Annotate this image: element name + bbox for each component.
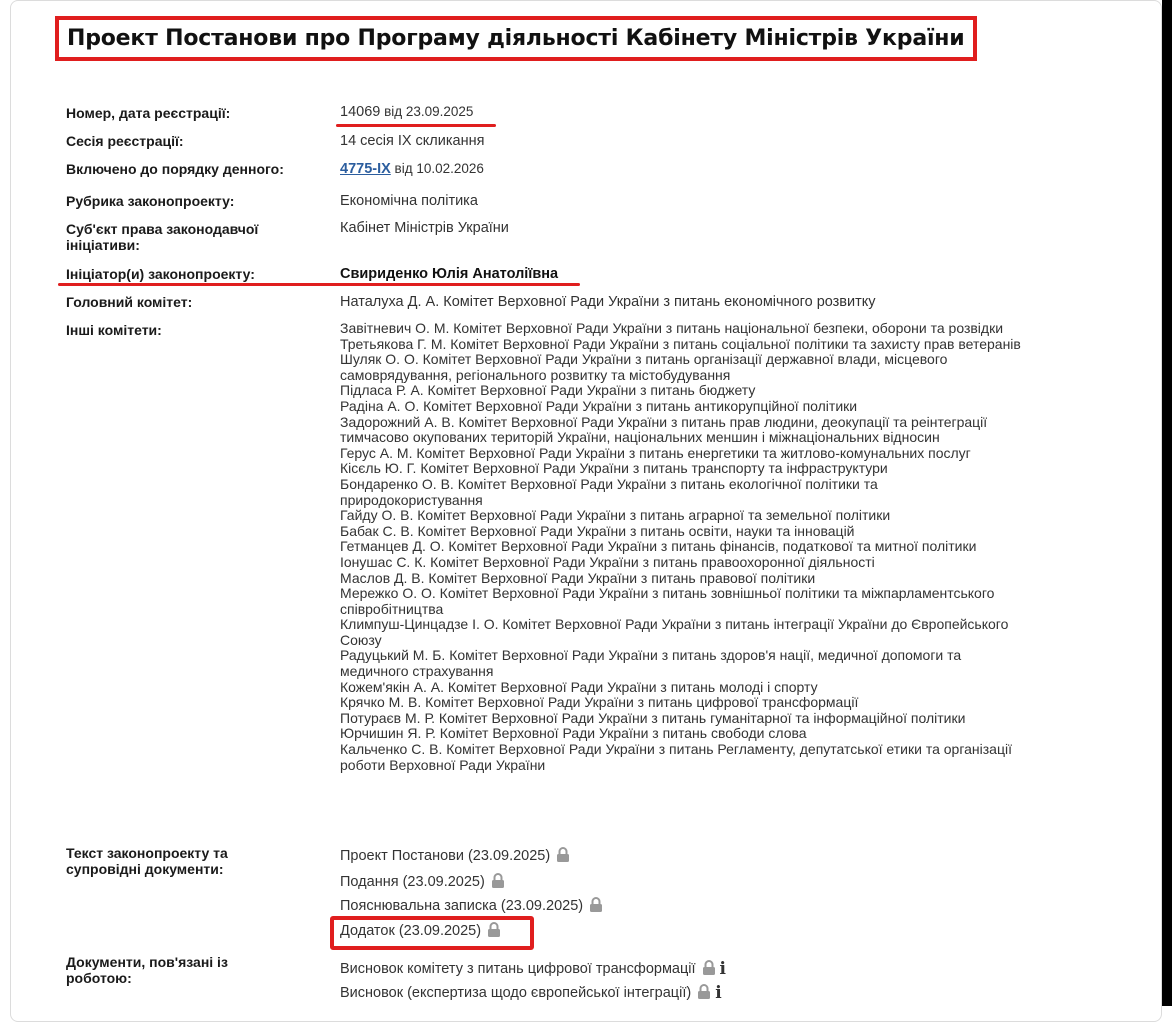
committee-line: Бабак С. В. Комітет Верховної Ради України з питань освіти, науки та інновацій bbox=[340, 522, 855, 539]
committee-line: Потураєв М. Р. Комітет Верховної Ради України з питань гуманітарної та інформаційної політики bbox=[340, 709, 966, 726]
lock-icon bbox=[491, 873, 505, 892]
committee-line: медичного страхування bbox=[340, 663, 494, 680]
info-icon[interactable]: i bbox=[715, 983, 722, 1003]
agenda-date: від 10.02.2026 bbox=[390, 161, 484, 176]
related-label: Документи, пов'язані із роботою: bbox=[66, 954, 228, 986]
document-highlight-box bbox=[330, 916, 534, 950]
initiator-label: Ініціатор(и) законопроекту: bbox=[66, 266, 255, 282]
committee-line: Крячко М. В. Комітет Верховної Ради України з питань цифрової трансформації bbox=[340, 694, 859, 711]
info-icon[interactable]: i bbox=[719, 959, 727, 979]
document-title: Проект Постанови (23.09.2025) bbox=[340, 848, 551, 864]
main-committee-value: Наталуха Д. А. Комітет Верховної Ради України з питань економічного розвитку bbox=[340, 294, 876, 310]
lock-icon bbox=[702, 960, 716, 979]
main-committee-label: Головний комітет: bbox=[66, 294, 193, 310]
committee-line: Кісєль Ю. Г. Комітет Верховної Ради України з питань транспорту та інфраструктури bbox=[340, 460, 888, 477]
registration-value bbox=[340, 104, 1140, 120]
committee-line: Мережко О. О. Комітет Верховної Ради України з питань зовнішньої політики та міжпарламентського bbox=[340, 585, 995, 602]
window-edge bbox=[1162, 0, 1172, 1006]
documents-label: Текст законопроекту та супровідні документи: bbox=[66, 845, 228, 877]
document-item[interactable] bbox=[340, 847, 570, 866]
lock-icon bbox=[589, 897, 603, 916]
initiator-underline bbox=[58, 283, 580, 286]
committee-line: Підласа Р. А. Комітет Верховної Ради України з питань бюджету bbox=[340, 382, 756, 399]
agenda-label: Включено до порядку денного: bbox=[66, 161, 284, 177]
registration-underline bbox=[336, 124, 496, 127]
committee-line: Союзу bbox=[340, 631, 382, 648]
committee-line: Задорожний А. В. Комітет Верховної Ради України з питань прав людини, деокупації та реінтеграції bbox=[340, 413, 988, 430]
registration-number: 14069 bbox=[340, 104, 381, 120]
committee-line: Гайду О. В. Комітет Верховної Ради України з питань аграрної та земельної політики bbox=[340, 507, 891, 524]
committee-line: Климпуш-Цинцадзе І. О. Комітет Верховної Ради України з питань інтеграції України до Європейського bbox=[340, 616, 1009, 633]
committee-line: Завітневич О. М. Комітет Верховної Ради України з питань національної безпеки, оборони та розвідки bbox=[340, 320, 1004, 336]
initiator-value: Свириденко Юлія Анатоліївна bbox=[340, 266, 559, 282]
committee-line: Радіна А. О. Комітет Верховної Ради України з питань антикорупційної політики bbox=[340, 397, 858, 414]
committee-line: співробітництва bbox=[340, 600, 444, 617]
registration-date: від 23.09.2025 bbox=[380, 104, 474, 119]
other-committees-list bbox=[340, 321, 1140, 773]
document-item[interactable] bbox=[340, 897, 603, 916]
committee-line: Іонушас С. К. Комітет Верховної Ради України з питань правоохоронної діяльності bbox=[340, 553, 875, 570]
document-item[interactable] bbox=[340, 873, 505, 892]
committee-line: Радуцький М. Б. Комітет Верховної Ради України з питань здоров'я нації, медичної допомоги та bbox=[340, 647, 962, 664]
registration-label: Номер, дата реєстрації: bbox=[66, 105, 231, 121]
session-value: 14 сесія IX скликання bbox=[340, 133, 485, 149]
page-title: Проект Постанови про Програму діяльності Кабінету Міністрів України bbox=[55, 16, 977, 61]
committee-line: роботи Верховної Ради України bbox=[340, 756, 546, 773]
committee-line: природокористування bbox=[340, 491, 483, 508]
document-title: Пояснювальна записка (23.09.2025) bbox=[340, 898, 584, 914]
other-committees-label: Інші комітети: bbox=[66, 322, 162, 338]
lock-icon bbox=[697, 984, 711, 1003]
lock-icon bbox=[556, 847, 570, 866]
committee-line: Юрчишин Я. Р. Комітет Верховної Ради України з питань свободи слова bbox=[340, 725, 807, 742]
committee-line: Гетманцев Д. О. Комітет Верховної Ради України з питань фінансів, податкової та митної політики bbox=[340, 538, 977, 555]
committee-line: тимчасово окупованих територій України, національних меншин і міжнаціональних відносин bbox=[340, 429, 940, 446]
document-title: Подання (23.09.2025) bbox=[340, 874, 485, 890]
subject-label: Суб'єкт права законодавчої ініціативи: bbox=[66, 221, 259, 253]
rubric-value: Економічна політика bbox=[340, 193, 478, 209]
document-title: Додаток (23.09.2025) bbox=[340, 923, 482, 939]
related-title: Висновок (експертиза щодо європейської інтеграції) bbox=[340, 985, 692, 1001]
related-item[interactable] bbox=[340, 959, 726, 979]
agenda-link[interactable]: 4775-IX bbox=[340, 161, 391, 177]
committee-line: Маслов Д. В. Комітет Верховної Ради України з питань правової політики bbox=[340, 569, 816, 586]
committee-line: Герус А. М. Комітет Верховної Ради України з питань енергетики та житлово-комунальних послуг bbox=[340, 444, 971, 461]
committee-line: самоврядування, регіонального розвитку та містобудування bbox=[340, 366, 731, 383]
committee-line: Шуляк О. О. Комітет Верховної Ради України з питань організації державної влади, місцевого bbox=[340, 351, 948, 368]
committee-line: Кожем'якін А. А. Комітет Верховної Ради України з питань молоді і спорту bbox=[340, 678, 818, 695]
session-label: Сесія реєстрації: bbox=[66, 133, 184, 149]
related-title: Висновок комітету з питань цифрової трансформації bbox=[340, 961, 696, 977]
committee-line: Бондаренко О. В. Комітет Верховної Ради України з питань екологічної політики та bbox=[340, 475, 878, 492]
committee-line: Третьякова Г. М. Комітет Верховної Ради України з питань соціальної політики та захисту прав ветеранів bbox=[340, 335, 1021, 352]
subject-value: Кабінет Міністрів України bbox=[340, 220, 509, 236]
committee-line: Кальченко С. В. Комітет Верховної Ради України з питань Регламенту, депутатської етики та організації bbox=[340, 741, 1012, 758]
rubric-label: Рубрика законопроекту: bbox=[66, 193, 235, 209]
related-item[interactable] bbox=[340, 983, 722, 1003]
